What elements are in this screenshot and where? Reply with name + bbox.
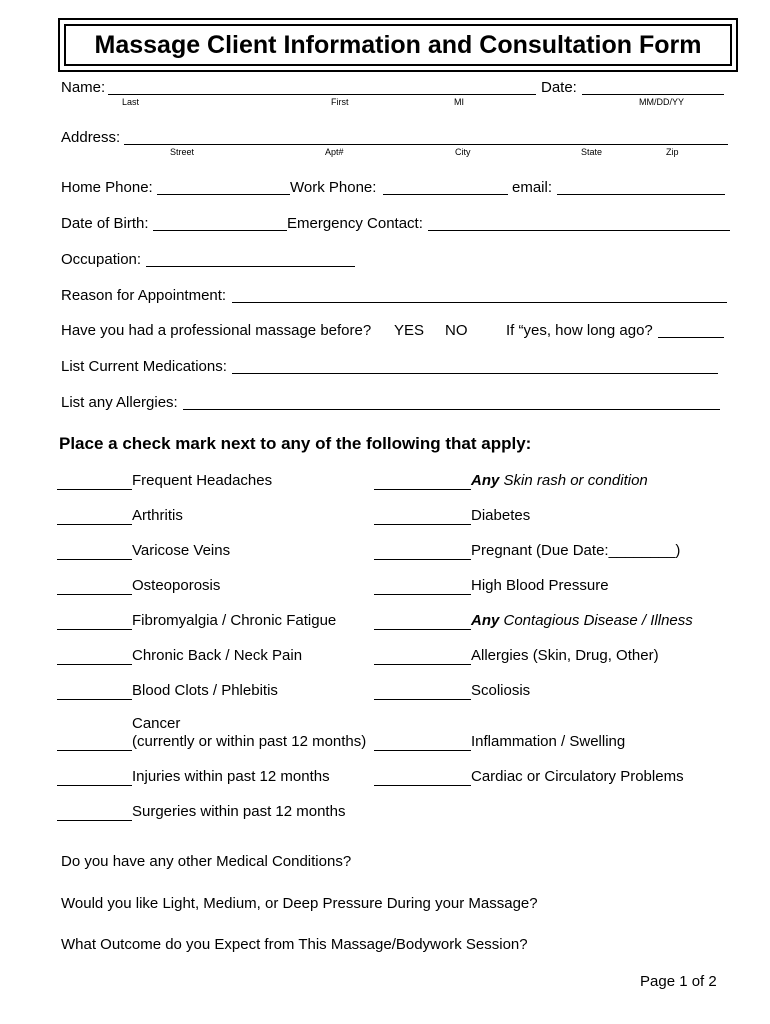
checkbox-line-fibromyalgia[interactable] [57, 629, 132, 630]
checkbox-line-headaches[interactable] [57, 489, 132, 490]
reason-field[interactable] [232, 302, 727, 303]
checkbox-line-surgeries[interactable] [57, 820, 132, 821]
date-field[interactable] [582, 94, 724, 95]
checkbox-line-cardiac[interactable] [374, 785, 471, 786]
checkbox-line-back-neck[interactable] [57, 664, 132, 665]
how-long-label: If “yes, how long ago? [506, 322, 653, 339]
emergency-contact-field[interactable] [428, 230, 730, 231]
checkbox-line-injuries[interactable] [57, 785, 132, 786]
address-field[interactable] [124, 144, 728, 145]
condition-headaches: Frequent Headaches [132, 472, 273, 489]
condition-pregnant: Pregnant (Due Date:________) [471, 542, 681, 559]
condition-contagious [471, 612, 693, 630]
home-phone-label: Home Phone: [61, 179, 153, 196]
dob-label: Date of Birth: [61, 215, 149, 232]
condition-blood-clots: Blood Clots / Phlebitis [132, 682, 278, 699]
condition-scoliosis: Scoliosis [471, 682, 531, 699]
name-sub-first: First [331, 97, 349, 107]
no-option[interactable]: NO [445, 322, 468, 339]
massage-before-question: Have you had a professional massage before? [61, 322, 372, 339]
page-number: Page 1 of 2 [640, 973, 717, 990]
contagious-rest: Contagious Disease / Illness [499, 612, 693, 629]
condition-varicose: Varicose Veins [132, 542, 231, 559]
name-sub-mi: MI [454, 97, 464, 107]
condition-cancer-line2: (currently or within past 12 months) [132, 733, 367, 750]
condition-hbp: High Blood Pressure [471, 577, 609, 594]
question-outcome: What Outcome do you Expect from This Massage/Bodywork Session? [61, 936, 528, 953]
checkbox-line-scoliosis[interactable] [374, 699, 471, 700]
condition-back-neck: Chronic Back / Neck Pain [132, 647, 303, 664]
question-pressure: Would you like Light, Medium, or Deep Pressure During your Massage? [61, 895, 538, 912]
checkbox-line-skin[interactable] [374, 489, 471, 490]
condition-injuries: Injuries within past 12 months [132, 768, 330, 785]
checkbox-line-hbp[interactable] [374, 594, 471, 595]
reason-label: Reason for Appointment: [61, 287, 227, 304]
work-phone-label: Work Phone: [290, 179, 377, 196]
allergies-field[interactable] [183, 409, 720, 410]
checkbox-line-cancer[interactable] [57, 750, 132, 751]
checkbox-line-inflammation[interactable] [374, 750, 471, 751]
checkbox-line-pregnant[interactable] [374, 559, 471, 560]
emergency-contact-label: Emergency Contact: [287, 215, 423, 232]
condition-inflammation: Inflammation / Swelling [471, 733, 626, 750]
address-sub-city: City [455, 147, 471, 157]
address-label: Address: [61, 129, 121, 146]
condition-fibromyalgia: Fibromyalgia / Chronic Fatigue [132, 612, 337, 629]
condition-skin [471, 472, 648, 490]
checkbox-line-arthritis[interactable] [57, 524, 132, 525]
dob-field[interactable] [153, 230, 287, 231]
form-title: Massage Client Information and Consultation Form [94, 31, 702, 59]
condition-allergies: Allergies (Skin, Drug, Other) [471, 647, 659, 664]
condition-cancer-line1: Cancer [132, 715, 181, 732]
checklist-heading: Place a check mark next to any of the following that apply: [59, 434, 532, 453]
medications-field[interactable] [232, 373, 718, 374]
checkbox-line-diabetes[interactable] [374, 524, 471, 525]
checkbox-line-contagious[interactable] [374, 629, 471, 630]
contagious-any-emphasis: Any [471, 612, 500, 629]
skin-any-emphasis: Any [471, 472, 500, 489]
checkbox-line-allergies[interactable] [374, 664, 471, 665]
name-label: Name: [61, 79, 106, 96]
how-long-field[interactable] [658, 337, 724, 338]
date-label: Date: [541, 79, 577, 96]
checkbox-line-blood-clots[interactable] [57, 699, 132, 700]
condition-surgeries: Surgeries within past 12 months [132, 803, 346, 820]
home-phone-field[interactable] [157, 194, 290, 195]
condition-diabetes: Diabetes [471, 507, 531, 524]
name-sub-last: Last [122, 97, 140, 107]
address-sub-apt: Apt# [325, 147, 344, 157]
yes-option[interactable]: YES [394, 322, 425, 339]
occupation-field[interactable] [146, 266, 355, 267]
email-label: email: [512, 179, 553, 196]
work-phone-field[interactable] [383, 194, 508, 195]
occupation-label: Occupation: [61, 251, 142, 268]
condition-arthritis: Arthritis [132, 507, 183, 524]
condition-cardiac: Cardiac or Circulatory Problems [471, 768, 684, 785]
name-field[interactable] [108, 94, 536, 95]
email-field[interactable] [557, 194, 725, 195]
allergies-label: List any Allergies: [61, 394, 178, 411]
condition-osteoporosis: Osteoporosis [132, 577, 221, 594]
address-sub-zip: Zip [666, 147, 679, 157]
medications-label: List Current Medications: [61, 358, 227, 375]
question-other-conditions: Do you have any other Medical Conditions? [61, 853, 352, 870]
date-sub-format: MM/DD/YY [639, 97, 684, 107]
checkbox-line-osteoporosis[interactable] [57, 594, 132, 595]
address-sub-street: Street [170, 147, 195, 157]
address-sub-state: State [581, 147, 603, 157]
skin-rest: Skin rash or condition [499, 472, 648, 489]
checkbox-line-varicose[interactable] [57, 559, 132, 560]
